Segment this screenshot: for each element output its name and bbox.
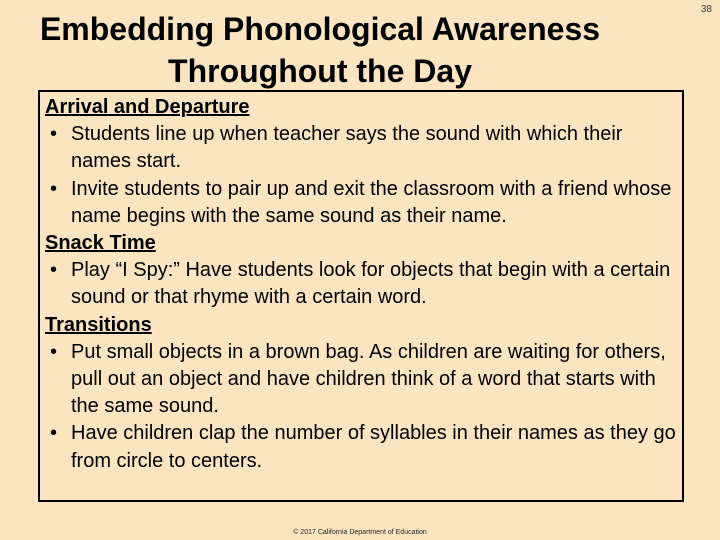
- page-number: 38: [700, 4, 712, 15]
- bullet-item: [50, 257, 682, 311]
- bullet-text: Play “I Spy:” Have students look for objects that begin with a certain sound or that rhyme with a certain word.: [71, 259, 671, 309]
- bullet-text: Put small objects in a brown bag. As children are waiting for others, pull out an object and have children think of a word that starts with the same sound.: [71, 340, 666, 418]
- section-heading-transitions: Transitions: [45, 313, 152, 336]
- bullet-item: [50, 121, 682, 175]
- bullet-text: Students line up when teacher says the sound with which their names start.: [71, 123, 623, 173]
- bullet-dot: •: [50, 259, 58, 282]
- slide-title: [0, 8, 720, 92]
- bullet-item: [50, 176, 682, 230]
- bullet-dot: •: [50, 422, 58, 445]
- content-box: [38, 90, 684, 502]
- footer-copyright: © 2017 California Department of Education: [293, 529, 427, 536]
- bullet-dot: •: [50, 177, 58, 200]
- section-heading-arrival: Arrival and Departure: [45, 96, 250, 118]
- bullet-dot: •: [50, 340, 58, 363]
- bullet-dot: •: [50, 123, 58, 146]
- bullet-item: [50, 420, 682, 474]
- title-line-2: Throughout the Day: [168, 53, 472, 89]
- bullet-item: [50, 339, 682, 421]
- section-heading-snack: Snack Time: [45, 232, 156, 255]
- bullet-text: Have children clap the number of syllables in their names as they go from circle to centers.: [71, 422, 676, 472]
- bullet-text: Invite students to pair up and exit the classroom with a friend whose name begins with the same sound as their name.: [71, 177, 672, 227]
- title-line-1: Embedding Phonological Awareness: [39, 11, 601, 47]
